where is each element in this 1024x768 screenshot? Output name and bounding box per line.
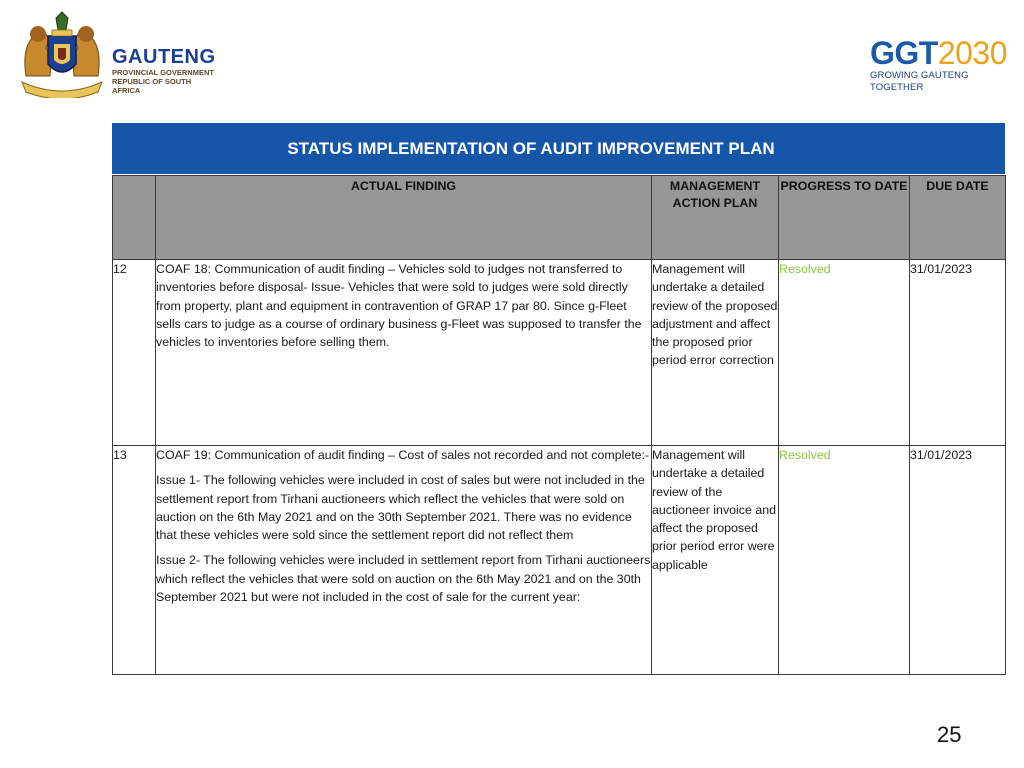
ggt2030-logo — [870, 36, 1010, 96]
finding-paragraph: COAF 18: Communication of audit finding – Vehicles sold to judges not transferred to inventories before disposal- Issue- Vehicles that were sold to judges were sold directly from property, plant and equipment in contravention of GRAP 17 par 80. Since g-Fleet sells cars to judge as a course of ordinary business g-Fleet was supposed to transfer the vehicles to inventories before selling them. — [156, 262, 642, 350]
due-date: 31/01/2023 — [910, 446, 1006, 675]
actual-finding-cell — [156, 446, 652, 675]
ggt-year: 2030 — [937, 35, 1008, 71]
column-header-actual-finding: ACTUAL FINDING — [156, 176, 652, 260]
progress-status: Resolved — [779, 446, 910, 675]
slide-title: STATUS IMPLEMENTATION OF AUDIT IMPROVEMENT PLAN — [287, 139, 775, 158]
title-band — [112, 123, 1005, 174]
management-action-plan-cell: Management will undertake a detailed review of the proposed adjustment and affect the proposed prior period error correction — [652, 260, 779, 446]
progress-status: Resolved — [779, 260, 910, 446]
ggt-text: GGT — [870, 35, 938, 71]
coat-of-arms-icon — [16, 10, 108, 98]
page-number: 25 — [937, 722, 962, 747]
due-date: 31/01/2023 — [910, 260, 1006, 446]
actual-finding-cell — [156, 260, 652, 446]
ggt-tagline: GROWING GAUTENG TOGETHER — [870, 70, 969, 93]
column-header-management-action-plan: MANAGEMENT ACTION PLAN — [652, 176, 779, 260]
table-row — [113, 446, 1006, 675]
gauteng-subline-1: PROVINCIAL GOVERNMENT — [112, 68, 214, 77]
row-number: 13 — [113, 446, 156, 675]
gauteng-logo — [16, 10, 216, 100]
column-header-progress-to-date: PROGRESS TO DATE — [779, 176, 910, 260]
table-header-row — [113, 176, 1006, 260]
row-number: 12 — [113, 260, 156, 446]
finding-paragraph: Issue 1- The following vehicles were included in cost of sales but were not included in the settlement report from Tirhani auctioneers which reflect the vehicles that were sold on auction on the 6th May 2021 and on the 30th September 2021. There was no evidence that these vehicles were sold since the settlement report did not reflect them — [156, 473, 645, 543]
table-row — [113, 260, 1006, 446]
gauteng-subline-2: REPUBLIC OF SOUTH AFRICA — [112, 77, 192, 95]
column-header-due-date: DUE DATE — [910, 176, 1006, 260]
management-action-plan-cell: Management will undertake a detailed review of the auctioneer invoice and affect the proposed prior period error were applicable — [652, 446, 779, 675]
gauteng-wordmark: GAUTENG — [112, 46, 216, 68]
finding-paragraph: COAF 19: Communication of audit finding – Cost of sales not recorded and not complete:- — [156, 448, 650, 462]
audit-improvement-table — [112, 175, 1006, 675]
column-header-number — [113, 176, 156, 260]
finding-paragraph: Issue 2- The following vehicles were included in settlement report from Tirhani auctioneers which reflect the vehicles that were sold on auction on the 6th May 2021 and on the 30th September 2021 but were not included in the cost of sale for the current year: — [156, 553, 651, 605]
